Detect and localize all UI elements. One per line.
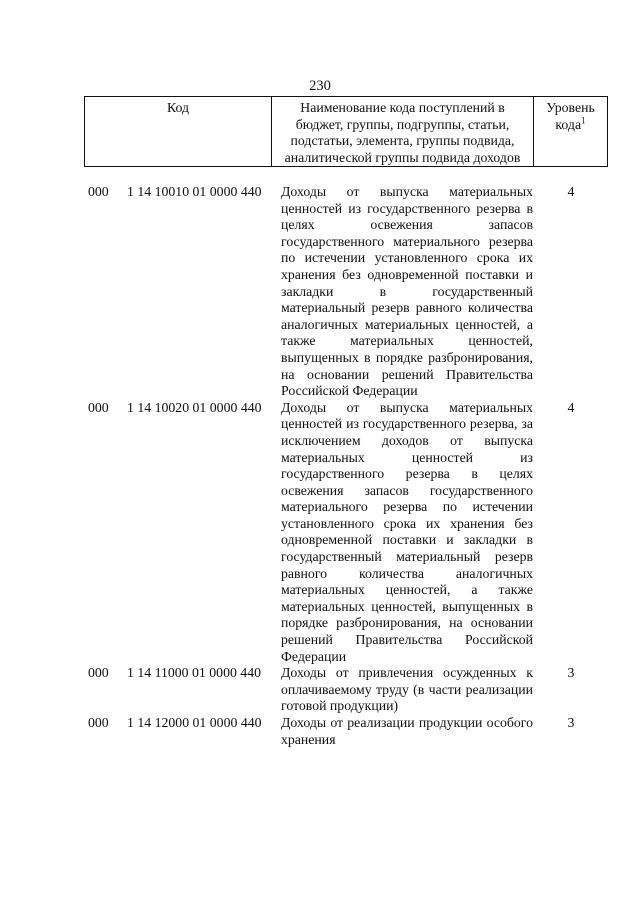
- header-name: [272, 97, 534, 166]
- table-header: [84, 96, 608, 167]
- row-level: 4: [567, 399, 575, 415]
- row-name: Доходы от реализации продукции особого хранения: [281, 715, 533, 747]
- row-code: 1 14 12000 01 0000 440: [127, 715, 262, 730]
- table-row: [0, 184, 640, 400]
- row-level: 3: [567, 715, 575, 730]
- header-level-label: Уровень кода: [546, 100, 595, 132]
- header-code-label: Код: [166, 100, 190, 115]
- header-name-label: Наименование кода поступлений в бюджет, группы, подгруппы, статьи, подстатьи, элемента, группы подвида, аналитической группы подвида доходов: [284, 100, 521, 165]
- row-level: 4: [567, 184, 575, 199]
- table-row: [0, 665, 640, 715]
- table-body: [0, 184, 640, 748]
- row-prefix: 000: [88, 184, 109, 199]
- header-level: [534, 97, 607, 166]
- row-prefix: 000: [88, 399, 109, 415]
- page-number: 230: [309, 78, 331, 94]
- row-prefix: 000: [88, 715, 109, 730]
- table-row: [0, 715, 640, 748]
- row-name: Доходы от выпуска материальных ценностей из государственного резерва, за исключением доходов от выпуска материальных ценностей из государственного резерва в целях освежения запасов государственного материального резерва по истечении установленного срока их хранения без одновременной поставки и закладки в государственный материальный резерв равного количества аналогичных материальных ценностей, а также материальных ценностей, выпущенных в порядке разбронирования, на основании решений Правительства Российской Федерации: [281, 399, 533, 664]
- row-name: Доходы от выпуска материальных ценностей из государственного резерва в целях освежения запасов государственного материального резерва по истечении установленного срока их хранения без одновременной поставки и закладки в государственный материальный резерв равного количества аналогичных материальных ценностей, а также материальных ценностей, выпущенных в порядке разбронирования, на основании решений Правительства Российской Федерации: [281, 184, 533, 399]
- header-level-footnote: 1: [581, 115, 586, 125]
- row-level: 3: [567, 665, 575, 681]
- header-code: [85, 97, 272, 166]
- table-row: [0, 400, 640, 666]
- row-name: Доходы от привлечения осужденных к оплачиваемому труду (в части реализации готовой продукции): [281, 665, 533, 714]
- row-code: 1 14 10020 01 0000 440: [127, 399, 262, 415]
- row-code: 1 14 10010 01 0000 440: [127, 184, 262, 199]
- row-code: 1 14 11000 01 0000 440: [127, 665, 262, 681]
- row-prefix: 000: [88, 665, 109, 681]
